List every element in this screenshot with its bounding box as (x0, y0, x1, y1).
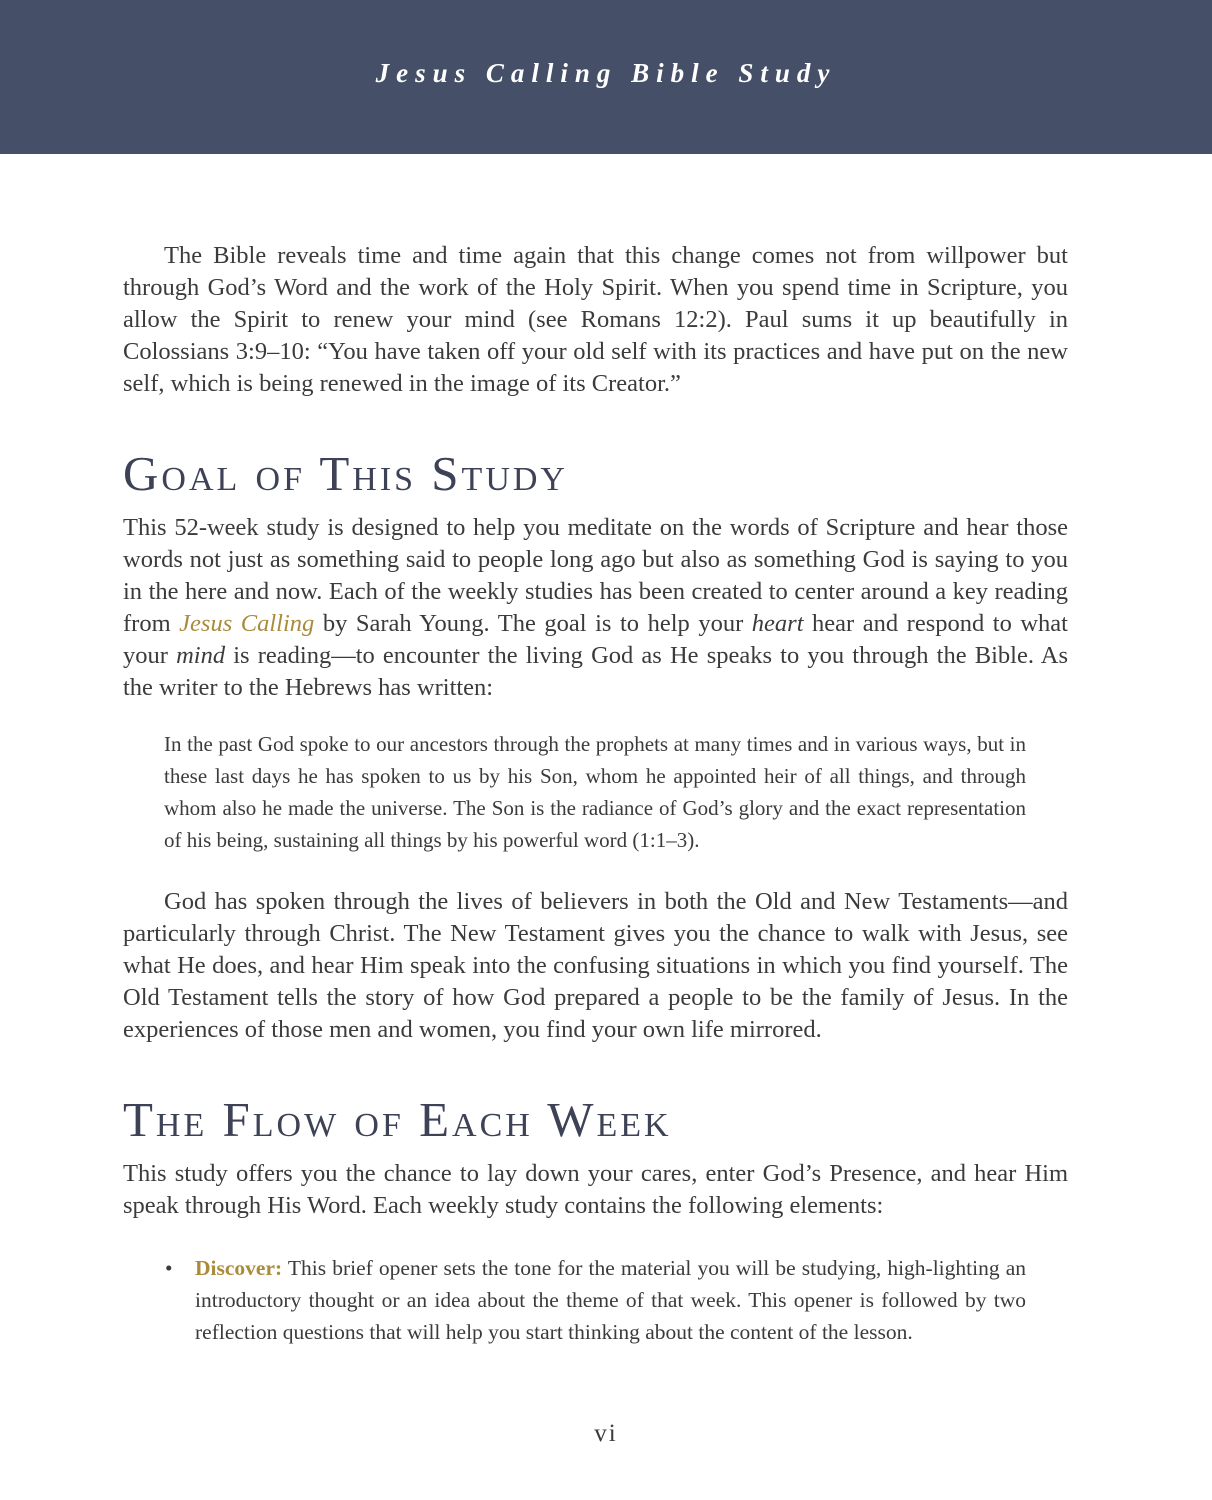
running-header-title: Jesus Calling Bible Study (375, 58, 837, 88)
emphasis-heart: heart (751, 610, 804, 637)
goal-text-d: is reading—to encounter the living God as He speaks to you through the Bible. As the writer to the Hebrews has written: (123, 642, 1068, 701)
book-title-jesus-calling: Jesus Calling (179, 610, 315, 637)
bullet-icon: • (165, 1256, 173, 1280)
list-item-discover (165, 1252, 1026, 1348)
page-content (123, 240, 1068, 1348)
goal-text-c: hear and respond to what your (123, 610, 1068, 669)
flow-heading: The Flow of Each Week (123, 1092, 672, 1147)
hebrews-quote: In the past God spoke to our ancestors through the prophets at many times and in various ways, but in these last days he has spoken to us by his Son, whom he appointed heir of all things, and through whom also he made the universe. The Son is the radiance of God’s glory and the exact representation of his being, sustaining all things by his powerful word (1:1–3). (164, 732, 1026, 852)
running-header (0, 0, 1212, 154)
emphasis-mind: mind (176, 642, 226, 669)
list-item-text: This brief opener sets the tone for the material you will be studying, high-lighting an introductory thought or an idea about the theme of that week. This opener is followed by two reflection questions that will help you start thinking about the content of the lesson. (195, 1256, 1026, 1344)
flow-paragraph: This study offers you the chance to lay down your cares, enter God’s Presence, and hear Him speak through His Word. Each weekly study contains the following elements: (123, 1160, 1068, 1219)
goal-text-a: This 52-week study is designed to help you meditate on the words of Scripture and hear those words not just as something said to people long ago but also as something God is saying to you in the here and now. Each of the weekly studies has been created to center around a key reading from (123, 514, 1068, 637)
weekly-elements-list (123, 1252, 1026, 1348)
page-number: vi (594, 1420, 618, 1447)
intro-paragraph: The Bible reveals time and time again that this change comes not from willpower but through God’s Word and the work of the Holy Spirit. When you spend time in Scripture, you allow the Spirit to renew your mind (see Romans 12:2). Paul sums it up beautifully in Colossians 3:9–10: “You have taken off your old self with its practices and have put on the new self, which is being renewed in the image of its Creator.” (123, 242, 1068, 397)
goal-paragraph-2: God has spoken through the lives of believers in both the Old and New Testaments—and particularly through Christ. The New Testament gives you the chance to walk with Jesus, see what He does, and hear Him speak into the confusing situations in which you find yourself. The Old Testament tells the story of how God prepared a people to be the family of Jesus. In the experiences of those men and women, you find your own life mirrored. (123, 888, 1068, 1043)
goal-text-b: by Sarah Young. The goal is to help your (314, 610, 752, 637)
goal-paragraph (123, 512, 1068, 704)
goal-heading: Goal of This Study (123, 446, 568, 501)
list-item-term: Discover: (195, 1256, 283, 1280)
